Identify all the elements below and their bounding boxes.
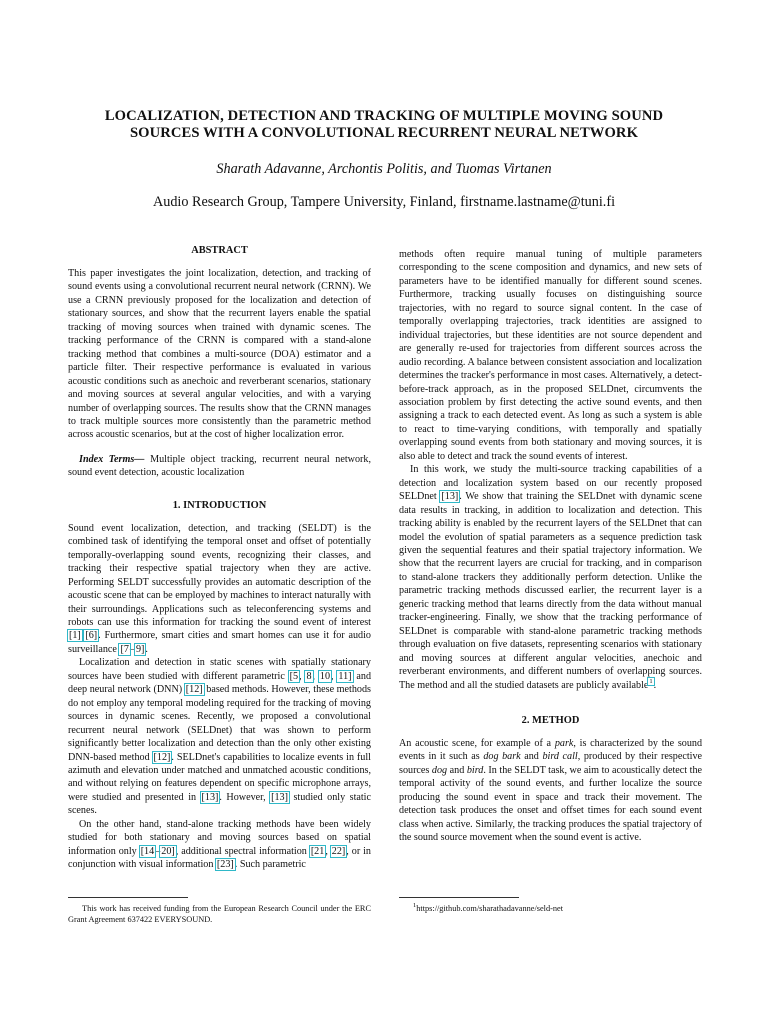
affiliation: Audio Research Group, Tampere University, Finland, firstname.lastname@tuni.fi	[152, 194, 616, 210]
footnote-link[interactable]: 1	[649, 678, 653, 686]
emphasis-term: dog	[431, 764, 448, 776]
text-run: . Furthermore, smart cities and smart homes can use it for audio surveillance	[68, 630, 371, 655]
text-run: and	[447, 764, 467, 776]
citation-link[interactable]: [14	[140, 845, 155, 857]
left-column	[68, 244, 371, 872]
title-line-1: LOCALIZATION, DETECTION AND TRACKING OF MULTIPLE MOVING SOUND	[104, 108, 664, 124]
method-paragraph-1	[399, 737, 702, 845]
citation-link[interactable]: [12]	[153, 751, 171, 763]
text-run: . Such parametric	[234, 859, 306, 871]
text-run: . We show that training the SELDnet with dynamic scene data results in tracking, in addition to localization and detection. This tracking ability is enabled by the recurrent layers of the SELDnet that can model the evolution of spatial parameters as a sequence prediction task given the sequential features and their spatial trajectory information. We show that the recurrent layers are crucial for tracking, and in comparison to stand-alone trackers they additionally perform detection. Unlike the parametric tracking methods discussed earlier, the recurrent layer is a generic tracking method that learns directly from the data without manual tracker-engineering. Finally, we show that the tracking performance of SELDnet is comparable with stand-alone parametric tracking methods through evaluation on five datasets, representing scenarios with stationary and moving sources at different angular velocities, anechoic and reverberant environments, and different numbers of overlapping sources. The method and all the studied datasets are publicly available	[399, 491, 702, 691]
url-footnote-text	[399, 903, 702, 914]
text-run: , additional spectral information	[175, 845, 310, 857]
text-run: and deep neural network (DNN)	[68, 670, 372, 696]
emphasis-term: dog bark	[483, 751, 521, 763]
text-run: . SELDnet's capabilities to localize events in full azimuth and elevation under matched and unmatched acoustic conditions, and without relying on features dependent on specific microphone arrays, were studied and presented in	[68, 751, 371, 803]
index-terms-text: Multiple object tracking, recurrent neural network, sound event detection, acoustic localization	[68, 453, 371, 479]
text-run: An acoustic scene, for example of a	[399, 737, 555, 749]
text-run: Localization and detection in static scenes with spatially stationary sources have been studied with different parametric	[68, 657, 371, 682]
title-line-2: SOURCES WITH A CONVOLUTIONAL RECURRENT NEURAL NETWORK	[129, 125, 639, 141]
paper-title	[60, 108, 708, 142]
citation-link[interactable]: 9]	[135, 643, 145, 655]
text-run: , is characterized by the sound events in it such as	[399, 737, 703, 763]
citation-link[interactable]: [23]	[216, 859, 234, 871]
funding-text: This work has received funding from the European Research Council under the ERC Grant Agreement 637422 EVERYSOUND.	[68, 904, 371, 924]
funding-footnote	[68, 897, 371, 925]
footnote-mark: 1	[413, 902, 417, 910]
index-terms	[68, 453, 371, 480]
citation-link[interactable]: 10	[319, 670, 331, 682]
citation-link[interactable]: [12]	[185, 684, 203, 696]
text-run: Sound event localization, detection, and tracking (SELDT) is the combined task of identifying the temporal onset and offset of potentially temporally-overlapping sound events, recognizing their classes, and tracking their respective spatial trajectory when they are active. Performing SELDT successfully provides an automatic description of the acoustic scene that can be employed by machines to interact naturally with their surroundings. Applications such as teleconferencing systems and robots can use this information for tracking the sound event of interest	[68, 522, 371, 628]
citation-link[interactable]: [5	[289, 670, 299, 682]
repository-url[interactable]: https://github.com/sharathadavanne/seld-net	[416, 904, 564, 913]
index-terms-label: Index Terms—	[79, 453, 145, 465]
author-list: Sharath Adavanne, Archontis Politis, and Tuomas Virtanen	[216, 161, 552, 177]
intro-paragraph-2: Localization and detection in static scenes with spatially stationary sources have been studied with different parametric [5, 8, 10, 11] and deep neural network (DNN) [12] based methods. However, these methods do not employ any temporal modeling required for the tracking of moving sources in dynamic scenes. Recently, we proposed a convolutional recurrent neural network (SELDnet) that was shown to perform significantly better localization and detection than the only other existing DNN-based method [12]. SELDnet's capabilities to localize events in full azimuth and elevation under matched and unmatched acoustic conditions, and without relying on features dependent on specific microphone arrays, were studied and presented in [13]. However, [13] studied only static scenes.	[68, 657, 372, 817]
citation-link[interactable]: [7	[120, 643, 129, 655]
citation-link[interactable]: [13]	[271, 791, 288, 803]
emphasis-term: park	[554, 737, 574, 749]
text-run: , or in conjunction with visual information	[68, 845, 371, 871]
text-run: . In the SELDT task, we aim to acoustically detect the temporal activity of the sound events, and further localize the source producing the sound event in space and track their movement. The detection task produces the onset and offset times for each sound event class when active. Similarly, the tracking produces the spatial trajectory of the sound source movement when the sound event is active.	[399, 764, 702, 844]
text-run: based methods. However, these methods do not employ any temporal modeling required for the tracking of moving sources in dynamic scenes. Recently, we proposed a convolutional recurrent neural network (SELDnet) that was shown to perform significantly better localization and detection than the only other existing DNN-based method	[68, 684, 371, 763]
text-run: , produced by their respective sources	[399, 751, 703, 776]
url-footnote	[399, 897, 702, 914]
method-heading: 2. METHOD	[521, 714, 580, 726]
emphasis-term: bird call	[542, 751, 578, 763]
citation-link[interactable]: [21	[310, 845, 325, 857]
citation-link[interactable]: 8	[306, 670, 312, 682]
citation-link[interactable]: [1]	[69, 630, 81, 642]
citation-link[interactable]: [13]	[201, 791, 219, 803]
introduction-heading: 1. INTRODUCTION	[172, 499, 267, 511]
footnote-rule	[399, 897, 519, 898]
footnote-rule	[68, 897, 188, 898]
intro-paragraph-1: Sound event localization, detection, and tracking (SELDT) is the combined task of identifying the temporal onset and offset of potentially temporally-overlapping sound events, recognizing their classes, and tracking their respective spatial trajectory when they are active. Performing SELDT successfully provides an automatic description of the acoustic scene that can be employed by machines to interact naturally with their surroundings. Applications such as teleconferencing systems and robots can use this information for tracking the sound event of interest [1],[6]. Furthermore, smart cities and smart homes can use it for audio surveillance [7–9].	[68, 522, 371, 655]
text-run: . However,	[219, 791, 271, 803]
intro-paragraph-4: In this work, we study the multi-source tracking capabilities of a detection and localization system based on our recently proposed SELDnet [13]. We show that training the SELDnet with dynamic scene data results in tracking, in addition to localization and detection. This tracking ability is enabled by the recurrent layers of the SELDnet that can model the evolution of spatial parameters as a sequence prediction task given the sequential features and their spatial trajectory information. We show that the recurrent layers are crucial for tracking, and in comparison to stand-alone trackers they additionally perform detection. Unlike the parametric tracking methods discussed earlier, the recurrent layer is a generic tracking method that learns directly from the data without manual tracker-engineering. Finally, we show that the tracking performance of SELDnet is comparable with stand-alone parametric tracking methods through evaluation on five datasets, representing scenarios with stationary and moving sources at different angular velocities, anechoic and reverberant environments, and different numbers of overlapping sources. The method and all the studied datasets are publicly available$^1$.	[399, 464, 702, 691]
abstract-text: This paper investigates the joint localization, detection, and tracking of sound events using a convolutional recurrent neural network (CRNN). We use a CRNN previously proposed for the localization and detection of stationary sources, and show that the recurrent layers enable the spatial tracking of moving sources when trained with dynamic scenes. The tracking performance of the CRNN is compared with a stand-alone tracking method that combines a multi-source (DOA) estimator and a particle filter. Their respective performance is evaluated in various acoustic conditions such as anechoic and reverberant scenarios, stationary and moving sources at several angular velocities, and with a varying number of overlapping sources. The results show that the CRNN manages to track multiple sources more consistently than the parametric method across acoustic scenarios, but at the cost of higher localization error.	[68, 268, 371, 441]
text-run: studied only static scenes.	[68, 791, 371, 817]
citation-link[interactable]: [13]	[441, 491, 459, 503]
citation-link[interactable]: [6]	[85, 630, 98, 642]
citation-link[interactable]: 20]	[161, 845, 175, 857]
text-run: .	[145, 643, 148, 655]
citation-link[interactable]: 11]	[338, 670, 352, 682]
abstract-heading: ABSTRACT	[191, 245, 248, 256]
right-column	[399, 248, 702, 845]
intro-continuation: methods often require manual tuning of multiple parameters corresponding to the scene composition and dynamics, and new sets of parameters have to be identified manually for different sound scenes. Furthermore, tracking usually focuses on distinguishing source trajectories, with no regard to source signal content. In the case of temporally overlapping trajectories, track identities are assigned to individual trajectories, but these identities are not source dependent and are generally re-used for trajectories from different sources across the audio recording. A balance between consistent association and localization determines the tracker's performance in most cases. Alternatively, a detect-before-track approach, as in the proposed SELDnet, circumvents the association problem by first detecting the active sound events, and then assigning a track to each detected event. As long as such a system is able to react to time-varying conditions, with temporally and spatially overlapping sound events from both stationary and moving sources, it is also able to detect and track the sound events of interest.	[399, 249, 702, 462]
text-run: On the other hand, stand-alone tracking methods have been widely studied for both stationary and moving sources based on spatial information only	[68, 818, 371, 857]
text-run: and	[520, 751, 543, 763]
text-run: In this work, we study the multi-source tracking capabilities of a detection and localization system based on our recently proposed SELDnet	[399, 464, 702, 503]
intro-paragraph-3: On the other hand, stand-alone tracking methods have been widely studied for both stationary and moving sources based on spatial information only [14–20], additional spectral information [21, 22], or in conjunction with visual information [23]. Such parametric	[68, 818, 371, 871]
emphasis-term: bird	[466, 764, 484, 776]
citation-link[interactable]: 22]	[331, 845, 346, 857]
